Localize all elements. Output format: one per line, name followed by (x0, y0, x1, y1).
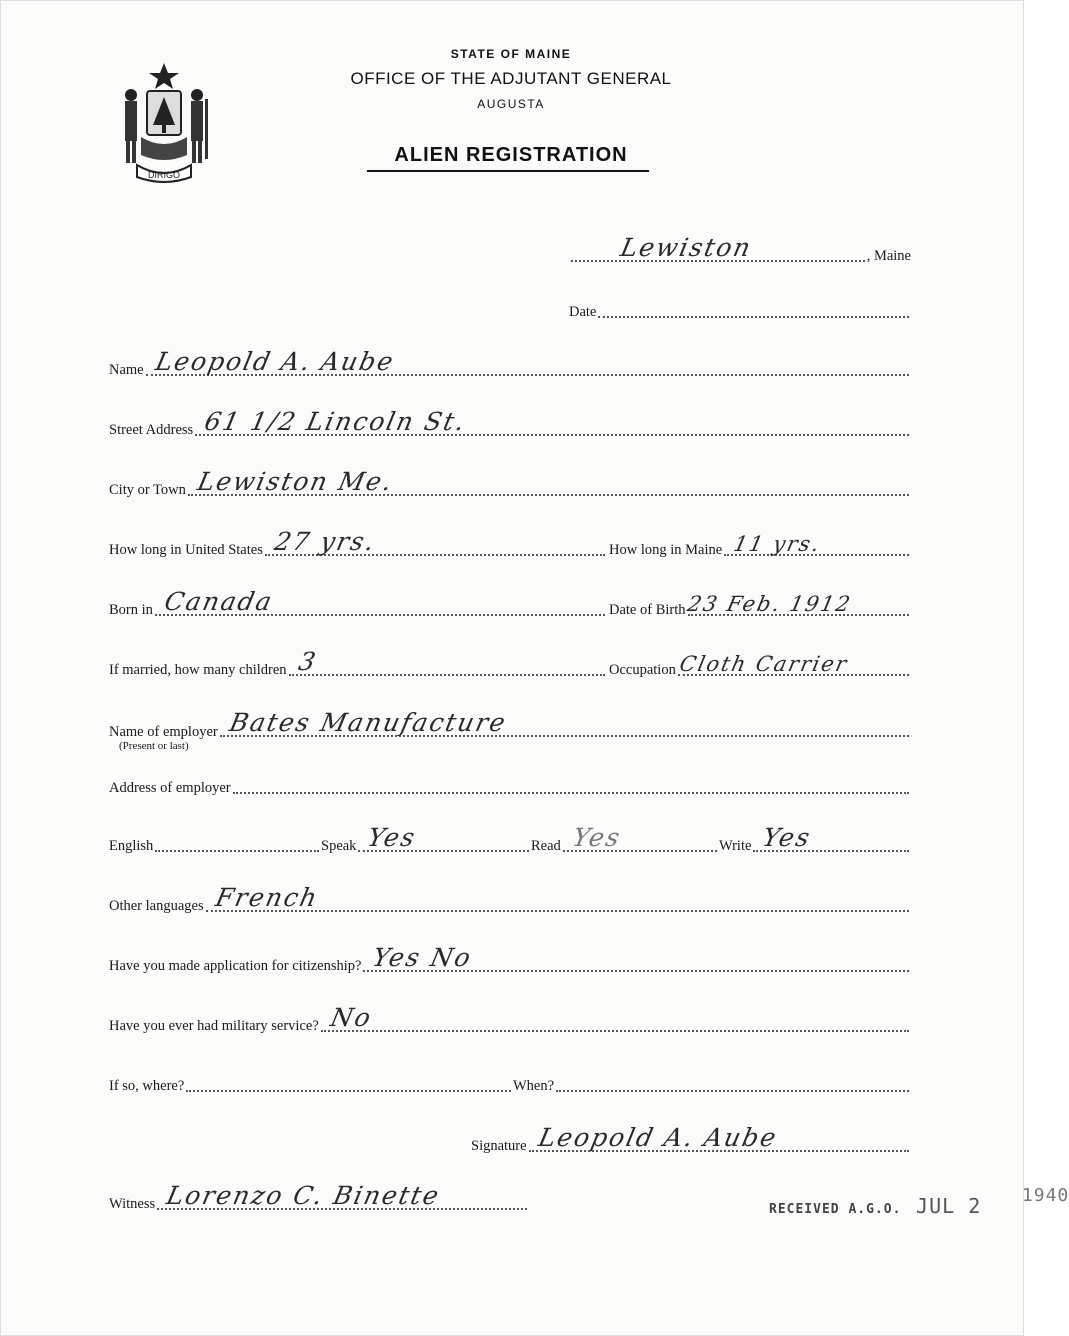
other-languages-field[interactable] (206, 882, 909, 912)
city-label: City or Town (109, 482, 186, 498)
english-row (109, 827, 321, 857)
header-office: OFFICE OF THE ADJUTANT GENERAL (350, 69, 672, 88)
speak-value: Yes (365, 823, 420, 852)
employer-sublabel: (Present or last) (119, 740, 189, 752)
witness-field[interactable] (157, 1180, 527, 1210)
us-duration-value: 27 yrs. (271, 527, 379, 556)
employer-address-field[interactable] (233, 764, 909, 794)
write-field[interactable] (753, 822, 909, 852)
place-suffix: , Maine (866, 248, 911, 264)
occupation-field[interactable] (678, 646, 909, 676)
employer-row (109, 708, 911, 755)
other-languages-value: French (212, 883, 322, 912)
speak-row (321, 823, 531, 857)
dob-label: Date of Birth (609, 602, 686, 618)
stamp-received: RECEIVED A.G.O. (769, 1202, 902, 1217)
name-field[interactable] (146, 346, 909, 376)
read-field[interactable] (563, 822, 717, 852)
military-label: Have you ever had military service? (109, 1018, 319, 1034)
street-value: 61 1/2 Lincoln St. (202, 407, 470, 436)
city-row (109, 467, 911, 501)
date-field[interactable] (598, 288, 909, 318)
signature-field[interactable] (529, 1122, 909, 1152)
speak-field[interactable] (358, 822, 529, 852)
place-field[interactable] (571, 232, 865, 262)
children-value: 3 (295, 647, 320, 676)
english-field[interactable] (155, 822, 319, 852)
name-value: Leopold A. Aube (152, 347, 398, 376)
occupation-label: Occupation (609, 662, 676, 678)
employer-address-label: Address of employer (109, 780, 231, 796)
city-field[interactable] (188, 466, 909, 496)
citizenship-value: Yes No (370, 943, 476, 972)
maine-state-seal-icon (111, 59, 217, 185)
header-city: AUGUSTA (477, 97, 545, 111)
when-label: When? (513, 1078, 555, 1094)
military-row (109, 1003, 911, 1037)
received-stamp (769, 1185, 1069, 1218)
children-label: If married, how many children (109, 662, 287, 678)
maine-duration-value: 11 yrs. (731, 532, 824, 556)
place-row (569, 233, 911, 267)
place-value: Lewiston (617, 233, 755, 262)
street-label: Street Address (109, 422, 194, 438)
signature-row (471, 1123, 911, 1157)
name-label: Name (109, 362, 144, 378)
witness-label: Witness (109, 1196, 156, 1212)
stamp-date: JUL 2 (916, 1194, 982, 1218)
born-in-field[interactable] (155, 586, 605, 616)
employer-address-row (109, 769, 911, 799)
read-value: Yes (569, 823, 624, 852)
speak-label: Speak (321, 838, 357, 854)
date-row (569, 293, 911, 323)
witness-row (109, 1181, 529, 1215)
where-label: If so, where? (109, 1078, 185, 1094)
other-languages-label: Other languages (109, 898, 204, 914)
name-row (109, 347, 911, 381)
citizenship-row (109, 943, 911, 977)
write-label: Write (719, 838, 752, 854)
write-row (719, 823, 911, 857)
employer-value: Bates Manufacture (226, 708, 510, 737)
signature-value: Leopold A. Aube (535, 1123, 781, 1152)
occupation-row (609, 651, 911, 681)
date-label: Date (569, 304, 597, 320)
when-field[interactable] (556, 1062, 909, 1092)
maine-duration-row (609, 531, 911, 561)
children-field[interactable] (289, 646, 605, 676)
signature-label: Signature (471, 1138, 527, 1154)
other-languages-row (109, 883, 911, 917)
read-row (531, 823, 719, 857)
occupation-value: Cloth Carrier (677, 652, 851, 676)
us-duration-label: How long in United States (109, 542, 263, 558)
maine-duration-label: How long in Maine (609, 542, 723, 558)
stamp-year: 1940 (1021, 1185, 1069, 1206)
seal-motto: DIRIGO (147, 170, 181, 180)
street-row (109, 407, 911, 441)
where-row (109, 1067, 513, 1097)
employer-label: Name of employer (Present or last) (109, 724, 218, 752)
employer-field[interactable] (220, 707, 909, 737)
born-in-row (109, 587, 607, 621)
born-in-value: Canada (161, 587, 276, 616)
dob-row (609, 591, 911, 621)
dob-field[interactable] (684, 586, 909, 616)
when-row (513, 1067, 911, 1097)
header-state: STATE OF MAINE (450, 47, 572, 61)
where-field[interactable] (186, 1062, 511, 1092)
write-value: Yes (760, 823, 815, 852)
maine-duration-field[interactable] (724, 526, 909, 556)
us-duration-field[interactable] (265, 526, 605, 556)
military-field[interactable] (321, 1002, 909, 1032)
city-value: Lewiston Me. (194, 467, 397, 496)
english-label: English (109, 838, 154, 854)
witness-value: Lorenzo C. Binette (164, 1181, 444, 1210)
read-label: Read (531, 838, 561, 854)
us-duration-row (109, 527, 607, 561)
street-field[interactable] (195, 406, 909, 436)
dob-value: 23 Feb. 1912 (684, 592, 854, 616)
military-value: No (327, 1003, 375, 1032)
form-title: ALIEN REGISTRATION (394, 144, 628, 166)
citizenship-field[interactable] (363, 942, 909, 972)
title-underline (367, 170, 649, 172)
children-row (109, 647, 607, 681)
born-in-label: Born in (109, 602, 153, 618)
citizenship-label: Have you made application for citizenship? (109, 958, 362, 974)
